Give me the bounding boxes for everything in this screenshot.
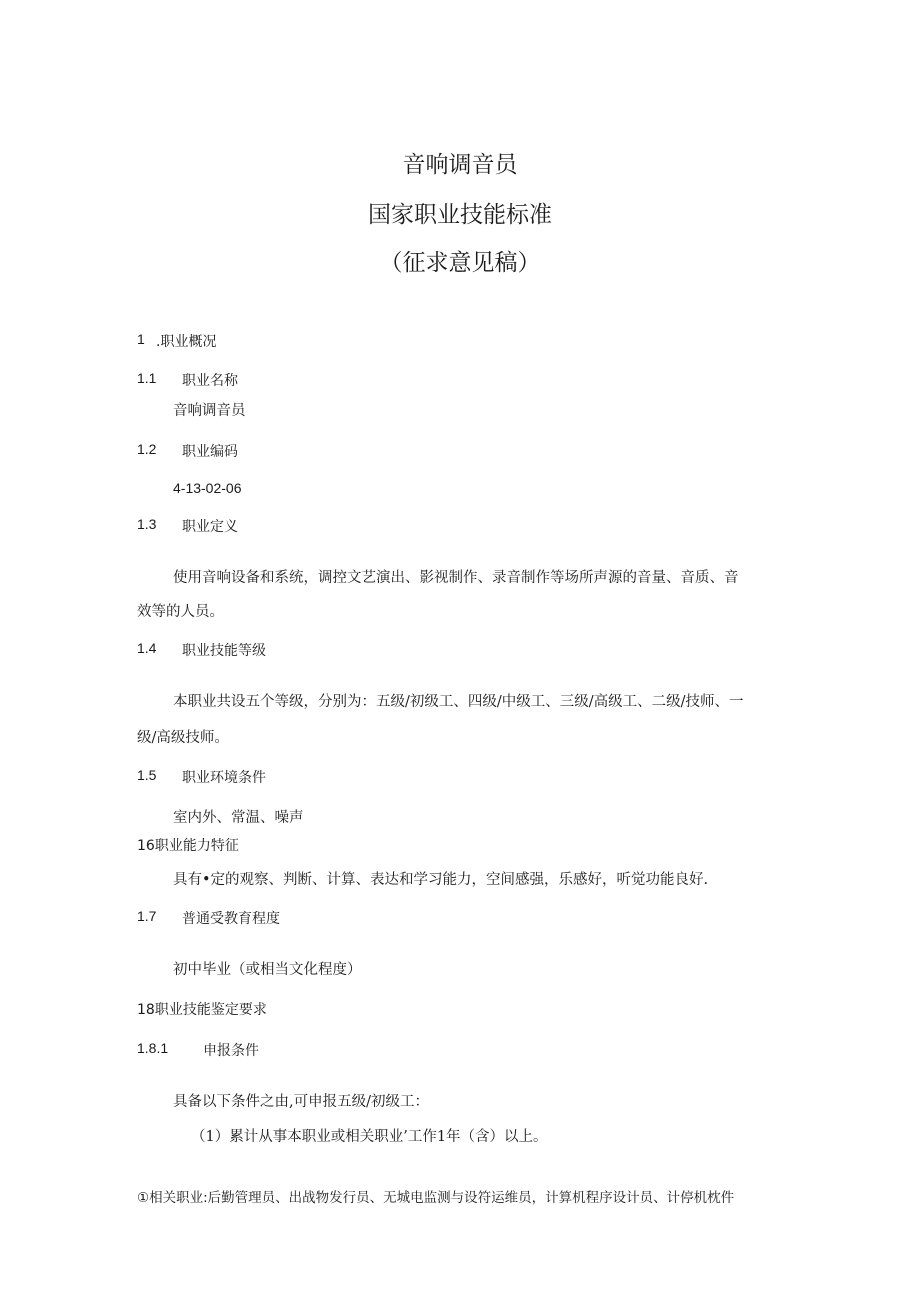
doc-title-line1: 音响调音员 xyxy=(402,152,518,178)
section-1-4-number: 1.4 xyxy=(137,640,157,656)
section-1-8-1-body: 具备以下条件之由,可申报五级/初级工： xyxy=(173,1094,429,1110)
section-1-label: .职业概况 xyxy=(156,334,217,350)
section-1-3-number: 1.3 xyxy=(137,516,157,532)
section-1-1-body: 音响调音员 xyxy=(173,403,246,419)
section-1-1-number: 1.1 xyxy=(137,370,157,386)
section-1-2-body: 4-13-02-06 xyxy=(173,480,242,496)
section-1-3-body-line1: 使用音响设备和系统，调控文艺演出、影视制作、录音制作等场所声源的音量、音质、音 xyxy=(173,570,739,586)
section-1-7-label: 普通受教育程度 xyxy=(182,911,280,927)
doc-title-line3: （征求意见稿） xyxy=(379,250,541,276)
section-1-8-1-label: 申报条件 xyxy=(203,1043,259,1059)
section-1-8-1-number: 1.8.1 xyxy=(137,1040,169,1056)
section-1-number: 1 xyxy=(137,331,145,347)
section-1-3-body-line2: 效等的人员。 xyxy=(137,604,224,620)
section-1-4-body-line2: 级/高级技师。 xyxy=(137,730,229,746)
section-1-5-label: 职业环境条件 xyxy=(182,770,266,786)
section-1-6-heading: 16职业能力特征 xyxy=(137,838,239,854)
doc-title-line2: 国家职业技能标准 xyxy=(368,202,552,228)
section-1-5-number: 1.5 xyxy=(137,767,157,783)
section-1-8-heading: 18职业技能鉴定要求 xyxy=(137,1002,267,1018)
section-1-7-number: 1.7 xyxy=(137,908,157,924)
section-1-5-body: 室内外、常温、噪声 xyxy=(173,810,304,826)
section-1-2-number: 1.2 xyxy=(137,441,157,457)
section-1-4-body-line1: 本职业共设五个等级，分别为：五级/初级工、四级/中级工、三级/高级工、二级/技师、一 xyxy=(173,694,744,710)
section-1-2-label: 职业编码 xyxy=(182,444,238,460)
section-1-7-body: 初中毕业（或相当文化程度） xyxy=(173,962,362,978)
section-1-6-body: 具有•定的观察、判断、计算、表达和学习能力，空间感强，乐感好，听觉功能良好. xyxy=(173,872,709,888)
section-1-3-label: 职业定义 xyxy=(182,519,238,535)
footnote: ①相关职业:后勤管理员、出战物发行员、无城电监测与设符运维员，计算机程序设计员、计停机枕件 xyxy=(137,1190,735,1206)
section-1-8-1-item-1: （1）累计从事本职业或相关职业’工作1年（含）以上。 xyxy=(191,1129,548,1145)
section-1-4-label: 职业技能等级 xyxy=(182,643,266,659)
section-1-1-label: 职业名称 xyxy=(182,373,238,389)
